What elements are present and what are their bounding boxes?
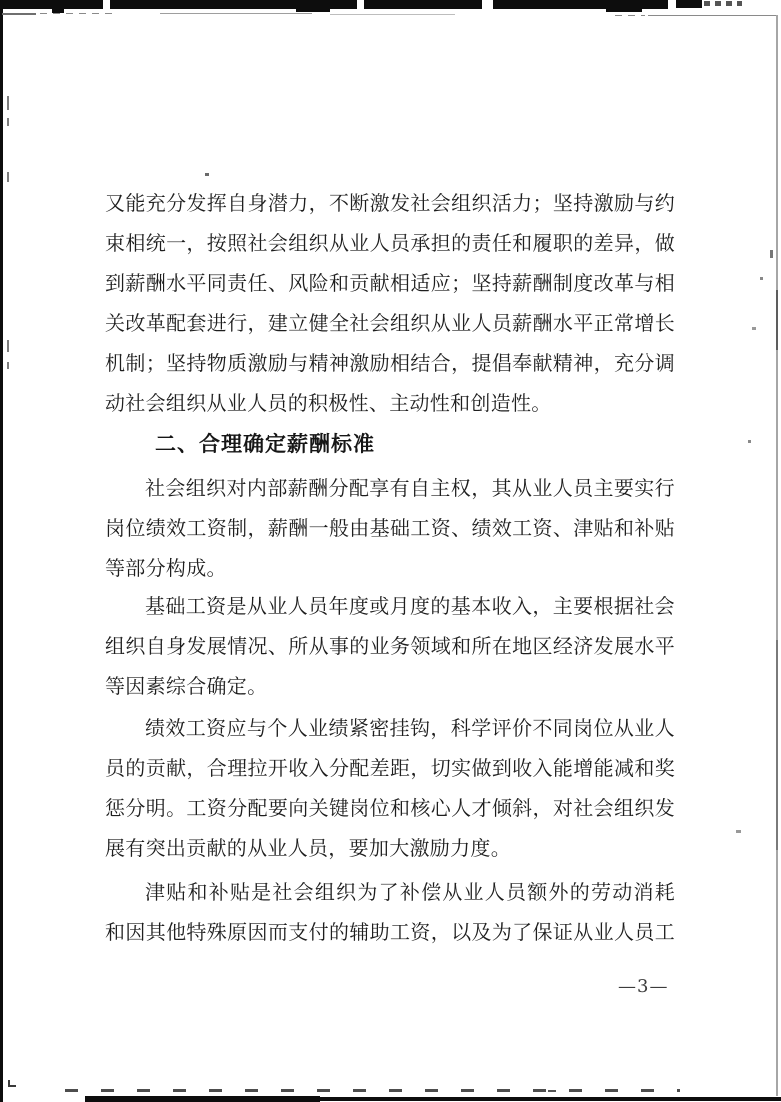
text-line: 津贴和补贴是社会组织为了补偿从业人员额外的劳动消耗	[145, 880, 675, 904]
text-line: 惩分明。工资分配要向关键岗位和核心人才倾斜，对社会组织发	[105, 796, 675, 820]
text-line: 岗位绩效工资制，薪酬一般由基础工资、绩效工资、津贴和补贴	[105, 516, 675, 540]
scan-artifact-top-bar	[676, 0, 702, 8]
text-line: 员的贡献，合理拉开收入分配差距，切实做到收入能增能减和奖	[105, 756, 675, 780]
text-line: 社会组织对内部薪酬分配享有自主权，其从业人员主要实行	[145, 476, 675, 500]
scan-artifact-left-dash	[7, 172, 9, 182]
scan-speck	[736, 830, 741, 833]
text-line: 展有突出贡献的从业人员，要加大激励力度。	[105, 836, 511, 860]
scan-artifact-frame-top	[40, 13, 112, 14]
scan-speck	[770, 250, 773, 258]
text-line: 等部分构成。	[105, 556, 227, 580]
text-line: 束相统一，按照社会组织从业人员承担的责任和履职的差异，做	[105, 231, 675, 255]
scan-artifact-left-bar	[0, 0, 3, 1102]
scan-artifact-top-bar	[52, 0, 64, 13]
scan-artifact-left-dash	[7, 340, 9, 352]
scan-artifact-frame-right	[776, 640, 778, 850]
scan-artifact-left-dash	[7, 362, 9, 369]
text-line: 组织自身发展情况、所从事的业务领域和所在地区经济发展水平	[105, 634, 675, 658]
text-line: 动社会组织从业人员的积极性、主动性和创造性。	[105, 391, 552, 415]
text-line: 基础工资是从业人员年度或月度的基本收入，主要根据社会	[145, 594, 675, 618]
scan-speck	[752, 327, 756, 330]
paragraph-base-salary	[105, 586, 675, 706]
scan-artifact-corner-mark	[8, 1085, 16, 1087]
paragraph-salary-standard	[105, 468, 675, 588]
scan-artifact-frame-top	[2, 13, 36, 15]
document-body	[105, 0, 675, 1102]
text-line: 机制；坚持物质激励与精神激励相结合，提倡奉献精神，充分调	[105, 351, 675, 375]
text-line: 和因其他特殊原因而支付的辅助工资，以及为了保证从业人员工	[105, 920, 675, 944]
paragraph-performance-pay	[105, 708, 675, 868]
text-line: 等因素综合确定。	[105, 674, 268, 698]
scan-speck	[760, 277, 763, 280]
scan-artifact-frame-right	[776, 15, 778, 1096]
text-line: 又能充分发挥自身潜力，不断激发社会组织活力；坚持激励与约	[105, 191, 675, 215]
paragraph-continuation	[105, 183, 675, 423]
scan-artifact-left-dash	[7, 118, 9, 126]
text-line: 关改革配套进行，建立健全社会组织从业人员薪酬水平正常增长	[105, 311, 675, 335]
scan-artifact-left-dash	[7, 96, 9, 110]
section-heading: 二、合理确定薪酬标准	[155, 432, 375, 456]
scan-artifact-frame-right	[776, 290, 778, 350]
text-line: 到薪酬水平同责任、风险和贡献相适应；坚持薪酬制度改革与相	[105, 271, 675, 295]
page-number: —3—	[618, 976, 669, 997]
paragraph-allowances	[105, 872, 675, 952]
text-line: 绩效工资应与个人业绩紧密挂钩，科学评价不同岗位从业人	[145, 716, 675, 740]
scan-speck	[748, 440, 751, 443]
scan-artifact-top-dashes	[704, 1, 742, 6]
